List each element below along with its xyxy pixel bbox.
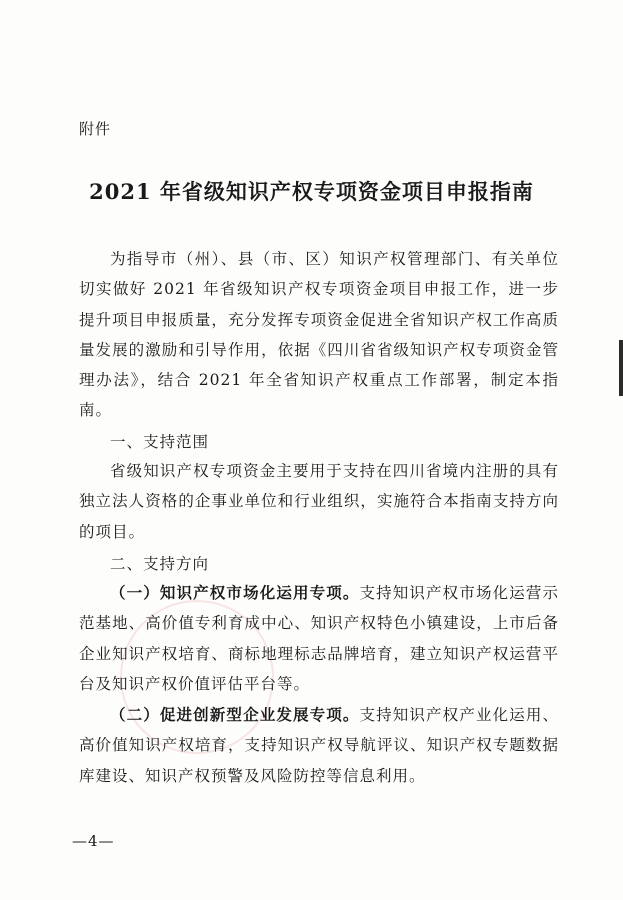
support-scope-paragraph: 省级知识产权专项资金主要用于支持在四川省境内注册的具有独立法人资格的企事业单位和行业组织，实施符合本指南支持方向的项目。 xyxy=(79,462,559,541)
direction-item-1-body: 支持知识产权市场化运营示范基地、高价值专利育成中心、知识产权特色小镇建设，上市后备企业知识产权培育、商标地理标志品牌培育，建立知识产权运营平台及知识产权价值评估平台等。 xyxy=(79,584,559,693)
document-title: 2021 年省级知识产权专项资金项目申报指南 xyxy=(89,179,534,204)
direction-item-2-lead: （二）促进创新型企业发展专项。 xyxy=(110,705,360,724)
section-heading-support-direction: 二、支持方向 xyxy=(110,555,210,573)
direction-item-1-paragraph xyxy=(79,578,559,699)
intro-paragraph: 为指导市（州）、县（市、区）知识产权管理部门、有关单位切实做好 2021 年省级知识产权专项资金项目申报工作，进一步提升项目申报质量，充分发挥专项资金促进全省知识产权工作高质量发展的激励和引导作用，依据《四川省省级知识产权专项资金管理办法》，结合 2021 年全省知识产权重点工作部署，制定本指南。 xyxy=(79,250,559,420)
section-heading-support-scope: 一、支持范围 xyxy=(110,433,210,451)
direction-item-2-body: 支持知识产权产业化运用、高价值知识产权培育，支持知识产权导航评议、知识产权专题数据库建设、知识产权预警及风险防控等信息利用。 xyxy=(79,706,559,785)
page-number: —4— xyxy=(72,832,115,850)
attachment-label: 附件 xyxy=(79,120,112,138)
direction-item-2-paragraph xyxy=(79,700,559,791)
direction-item-1-lead: （一）知识产权市场化运用专项。 xyxy=(110,583,360,602)
scan-edge-mark xyxy=(619,340,623,396)
